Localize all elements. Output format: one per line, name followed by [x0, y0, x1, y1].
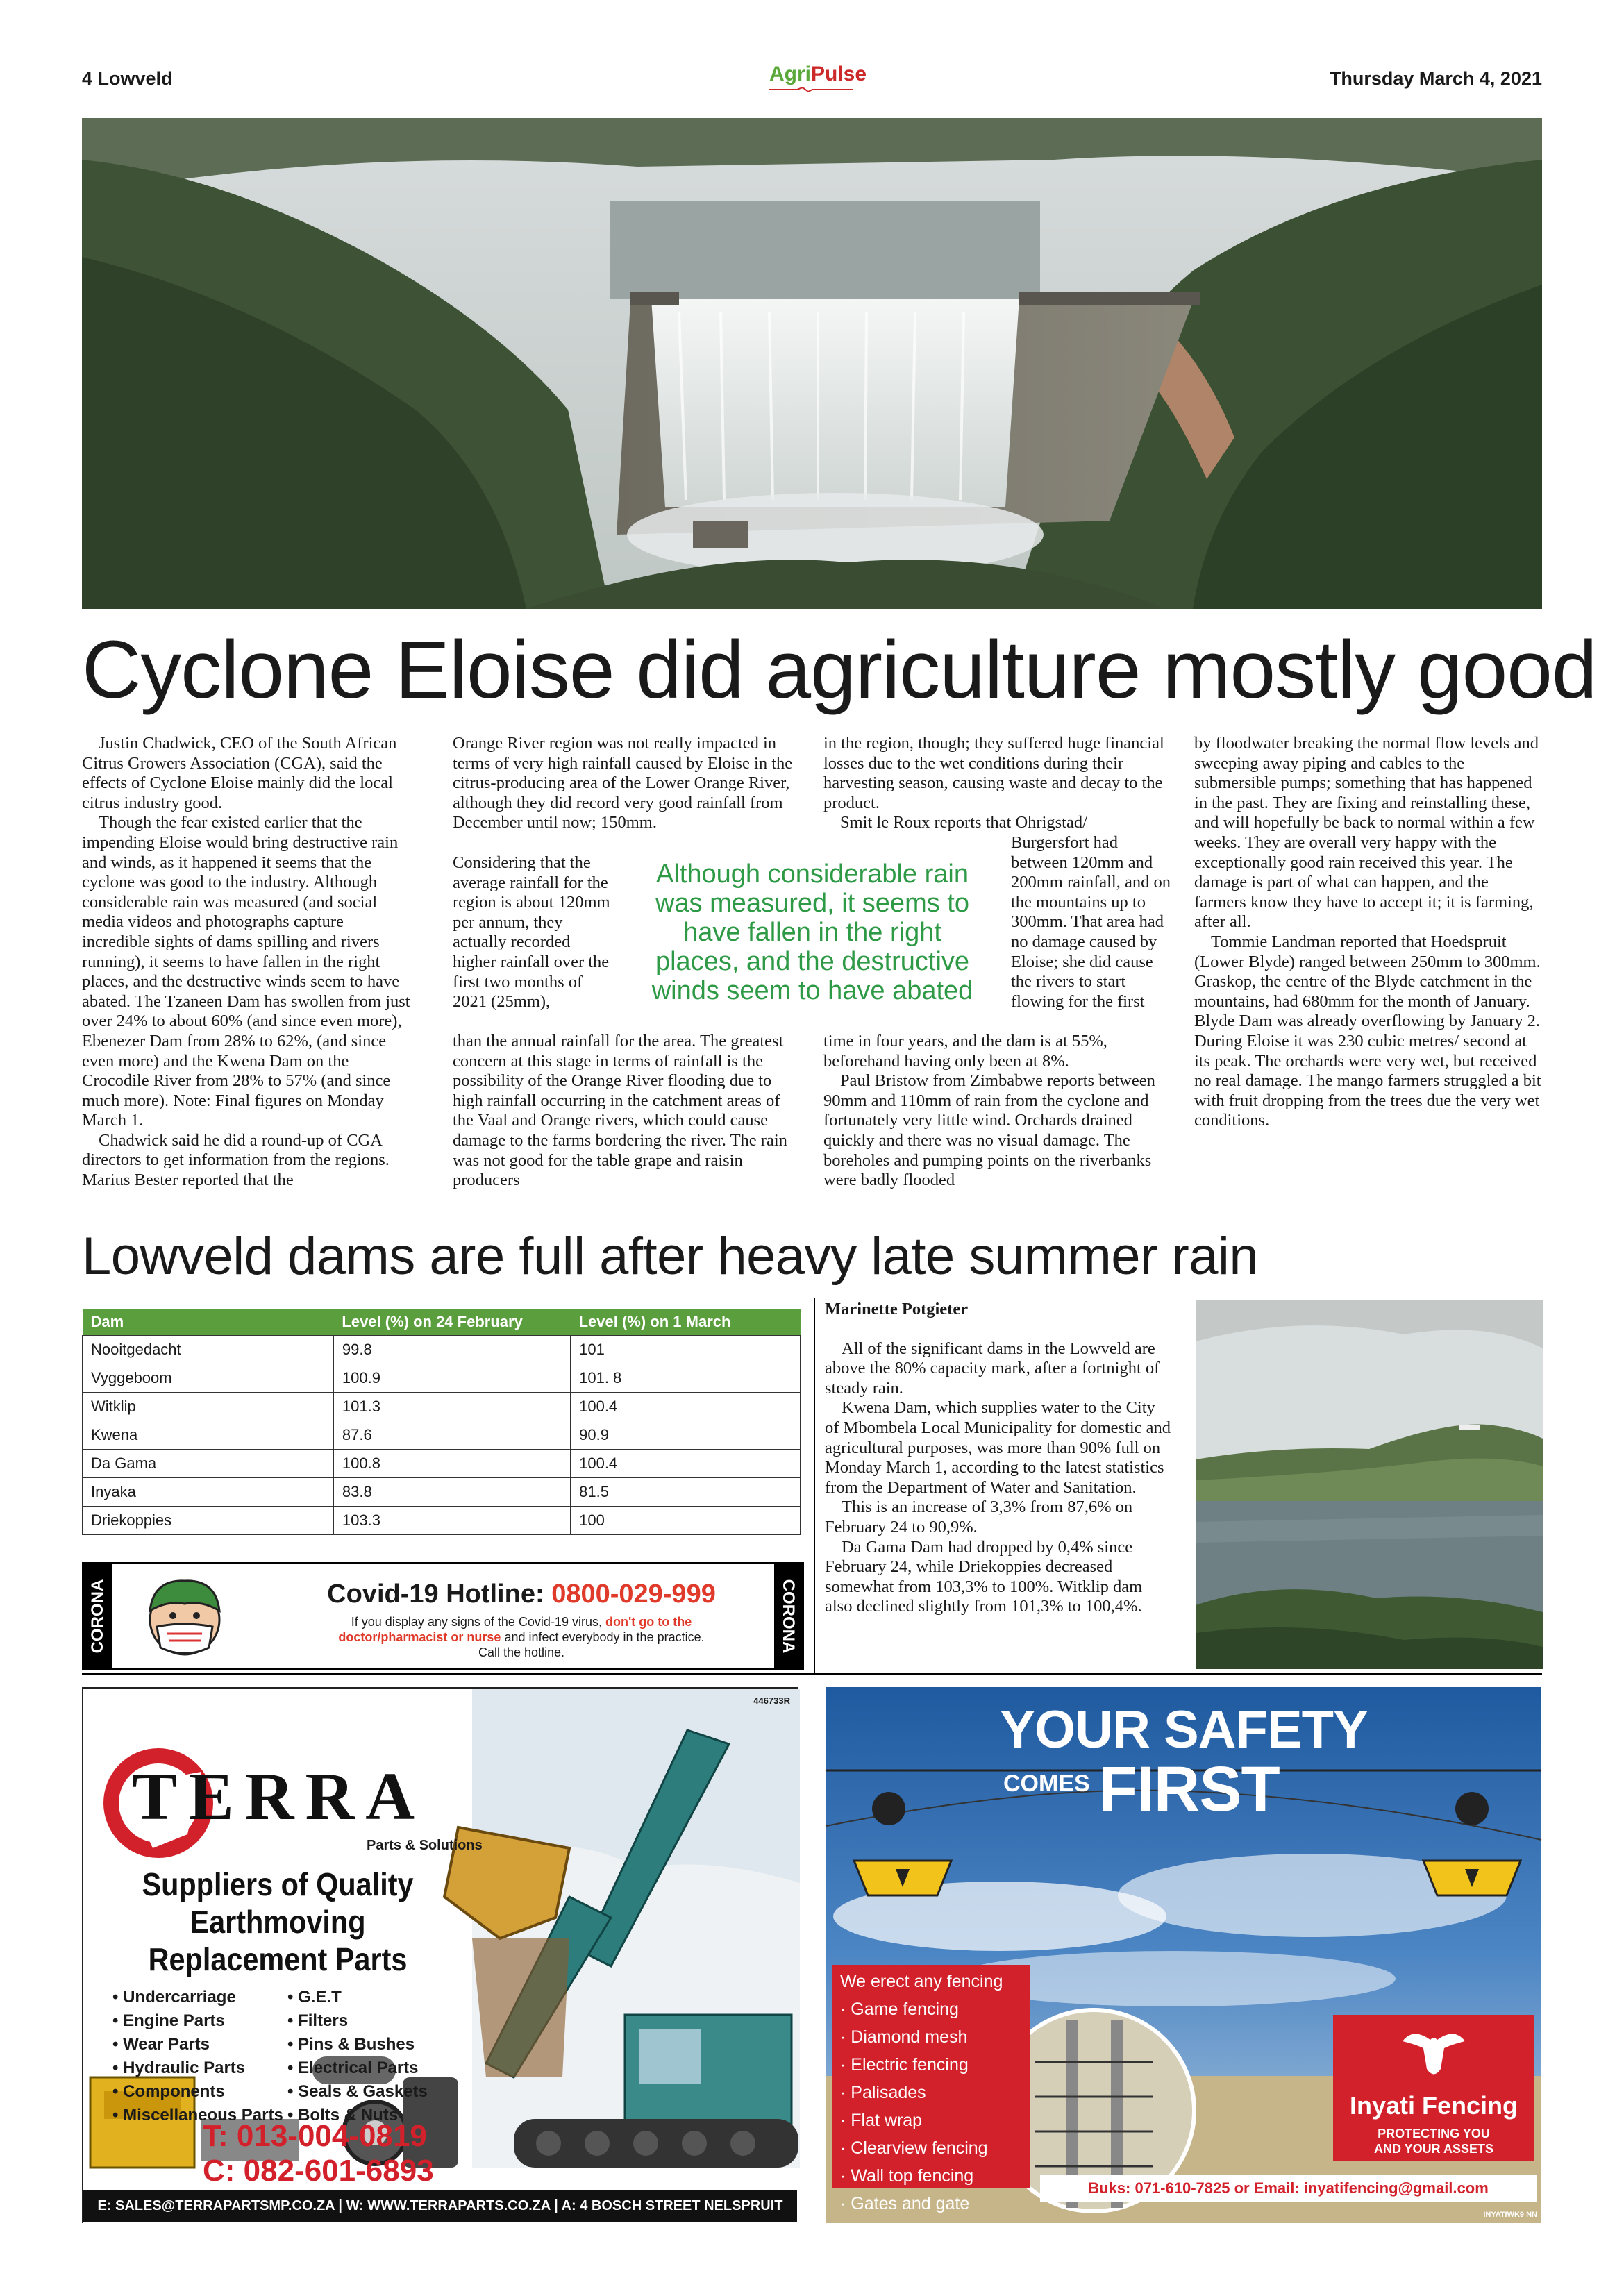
- pulse-line-icon: [769, 87, 853, 92]
- terra-advert: [82, 1687, 798, 2223]
- list-item: · Electric fencing: [840, 2055, 969, 2075]
- paragraph: This is an increase of 3,3% from 87,6% on February 24 to 90,9%.: [825, 1498, 1133, 1536]
- table-cell: Witklip: [83, 1392, 334, 1421]
- paragraph: than the annual rainfall for the area. The greatest concern at this stage in terms of rainfall is the possibility of the Orange River flooding due to high rainfall occurring in the catchment areas of the Vaal and Orange rivers, which could cause damage to the farms bordering the river. The rain was not good for the table grape and raisin producers: [453, 1032, 787, 1190]
- covid-hotline-text: If you display any signs of the Covid-19 virus, don't go to the doctor/pharmacist or nurse and infect everybody in the practice. Call the hotline.: [338, 1615, 705, 1659]
- page-header: [82, 62, 1542, 104]
- section-divider: [82, 1673, 1542, 1675]
- article1-column-2-narrow: [453, 853, 612, 1012]
- table-cell: 100.4: [571, 1449, 801, 1477]
- table-cell: 100.9: [333, 1364, 570, 1392]
- byline: Marinette Potgieter: [825, 1300, 969, 1318]
- lake-photo: [1196, 1300, 1543, 1669]
- table-cell: 103.3: [333, 1506, 570, 1534]
- terra-phone-1: T: 013-004-0819: [203, 2119, 427, 2153]
- table-header-24-feb: Level (%) on 24 February: [333, 1309, 570, 1335]
- table-cell: Driekoppies: [83, 1506, 334, 1534]
- headline-cyclone-eloise: Cyclone Eloise did agriculture mostly good: [82, 624, 1597, 716]
- list-item: · Game fencing: [840, 2000, 959, 2019]
- paragraph: Orange River region was not really impacted in terms of very high rainfall caused by Eloise in the citrus-producing area of the Lower Orange River, although they did record very good rainfall from December until now; 150mm.: [453, 734, 793, 832]
- masked-face-icon: [140, 1573, 230, 1663]
- list-item: · Diamond mesh: [840, 2027, 968, 2047]
- paragraph: All of the significant dams in the Lowveld are above the 80% capacity mark, after a fortnight of steady rain.: [825, 1339, 1160, 1398]
- ad-reference: INYATIWK9 NN: [1483, 2211, 1537, 2219]
- dam-spill-photo: [82, 118, 1542, 609]
- table-cell: 100: [571, 1506, 801, 1534]
- terra-list-right: • G.E.T • Filters • Pins & Bushes • Electrical Parts • Seals & Gaskets • Bolts & Nuts: [287, 1988, 428, 2125]
- paragraph: Smit le Roux reports that Ohrigstad/: [840, 813, 1087, 832]
- covid-hotline-number: 0800-029-999: [551, 1579, 716, 1609]
- table-cell: 100.8: [333, 1449, 570, 1477]
- table-cell: 87.6: [333, 1421, 570, 1449]
- article2-text: [825, 1300, 1172, 1617]
- table-header-row: [83, 1309, 801, 1335]
- terra-tagline: Parts & Solutions: [367, 1838, 483, 1853]
- table-cell: 100.4: [571, 1392, 801, 1421]
- ad-reference: 446733R: [753, 1695, 790, 1706]
- paragraph: Kwena Dam, which supplies water to the City of Mbombela Local Municipality for domestic and agricultural purposes, was more than 90% full on Monday March 1, according to the latest statistics from the Department of Water and Sanitation.: [825, 1398, 1171, 1497]
- inyati-fencing-advert: [826, 1687, 1541, 2241]
- inyati-contact: Buks: 071-610-7825 or Email: inyatifencing@gmail.com: [1040, 2175, 1537, 2202]
- terra-phones: [203, 2119, 434, 2188]
- table-cell: Inyaka: [83, 1477, 334, 1506]
- paragraph: Da Gama Dam had dropped by 0,4% since February 24, while Driekoppies decreased somewhat from 103,3% to 100%. Witklip dam also declined slightly from 101,3% to 100,4%.: [825, 1537, 1143, 1616]
- article1-column-2-bottom: [453, 1032, 800, 1191]
- table-row: [83, 1449, 801, 1477]
- table-row: [83, 1506, 801, 1534]
- paragraph: Tommie Landman reported that Hoedspruit (Lower Blyde) ranged between 250mm to 300mm. Graskop, the centre of the Blyde catchment in the mountains, had 680mm for the month of January. Blyde Dam was already overflowing by January 2. During Eloise it was 230 cubic metres/ second at its peak. The orchards were very wet, but received no real damage. The mango farmers struggled a bit with fruit dropping from the trees due the very wet conditions.: [1194, 932, 1541, 1130]
- page-label: 4 Lowveld: [82, 68, 173, 89]
- article1-column-2-top: [453, 734, 800, 833]
- pull-quote: Although considerable rain was measured, it seems to have fallen in the right places, and the destructive winds seem to have abated: [651, 860, 973, 1005]
- table-cell: 99.8: [333, 1335, 570, 1364]
- terra-headline: Suppliers of Quality Earthmoving Replacement Parts: [142, 1866, 414, 1977]
- paragraph: Though the fear existed earlier that the impending Eloise would bring destructive rain and winds, as it happened it seems that the cyclone was good to the industry. Although considerable rain was measured (and social media videos and photographs capture incredible sights of dams spilling and rivers running), it seems to have fallen in the right places, and the destructive winds seem to have abated. The Tzaneen Dam has swollen from just over 24% to about 60% (and since even more), Ebenezer Dam from 28% to 62%, (and since even more) and the Kwena Dam on the Crocodile River from 28% to 57% (and since much more). Note: Final figures on Monday March 1.: [82, 813, 410, 1130]
- table-row: [83, 1364, 801, 1392]
- list-item: · Clearview fencing: [840, 2138, 988, 2158]
- table-cell: Da Gama: [83, 1449, 334, 1477]
- paragraph: Chadwick said he did a round-up of CGA directors to get information from the regions. Marius Bester reported that the: [82, 1130, 390, 1190]
- table-header-dam: Dam: [83, 1309, 334, 1335]
- article1-column-3-bottom: [823, 1032, 1171, 1191]
- paragraph: in the region, though; they suffered huge financial losses due to the wet conditions during their harvesting season, causing waste and decay to the product.: [823, 734, 1164, 812]
- covid-hotline-banner: [82, 1562, 804, 1670]
- article1-column-3-top: [823, 734, 1171, 833]
- agripulse-logo: AgriPulse: [769, 62, 867, 86]
- column-divider: [814, 1298, 815, 1673]
- table-cell: 101. 8: [571, 1364, 801, 1392]
- article1-column-3-narrow: [1011, 833, 1171, 1012]
- article1-column-4: [1194, 734, 1541, 1131]
- corona-side-label-left: CORONA: [84, 1564, 112, 1668]
- table-cell: Kwena: [83, 1421, 334, 1449]
- inyati-slogan: PROTECTING YOU AND YOUR ASSETS: [1373, 2127, 1494, 2156]
- services-title: We erect any fencing: [840, 1972, 1003, 1991]
- corona-side-label-right: CORONA: [774, 1564, 802, 1668]
- list-item: · Wall top fencing: [840, 2166, 974, 2186]
- table-cell: 101: [571, 1335, 801, 1364]
- terra-phone-2: C: 082-601-6893: [203, 2154, 434, 2188]
- list-item: · Gates and gate motors: [840, 2194, 970, 2241]
- table-cell: 90.9: [571, 1421, 801, 1449]
- terra-list-left: • Undercarriage • Engine Parts • Wear Parts • Hydraulic Parts • Components • Miscellaneous Parts: [112, 1988, 283, 2125]
- table-row: [83, 1335, 801, 1364]
- paragraph: Justin Chadwick, CEO of the South African Citrus Growers Association (CGA), said the effects of Cyclone Eloise mainly did the local citrus industry good.: [82, 734, 397, 812]
- table-cell: 81.5: [571, 1477, 801, 1506]
- paragraph: time in four years, and the dam is at 55%, beforehand having only been at 8%.: [823, 1032, 1107, 1071]
- inyati-services-list: [832, 1965, 1030, 2241]
- paragraph: Paul Bristow from Zimbabwe reports between 90mm and 110mm of rain from the cyclone and fortunately very little wind. Orchards drained quickly and there was no visual damage. The boreholes and pumping points on the riverbanks were badly flooded: [823, 1071, 1155, 1190]
- headline-lowveld-dams: Lowveld dams are full after heavy late summer rain: [82, 1227, 1259, 1286]
- issue-date: Thursday March 4, 2021: [1329, 68, 1542, 89]
- covid-hotline-title: Covid-19 Hotline: 0800-029-999: [327, 1579, 716, 1609]
- table-cell: 83.8: [333, 1477, 570, 1506]
- paragraph: Considering that the average rainfall for the region is about 120mm per annum, they actually recorded higher rainfall over the first two months of 2021 (25mm),: [453, 853, 610, 1012]
- table-row: [83, 1477, 801, 1506]
- inyati-brand-box: [1333, 2015, 1534, 2161]
- table-cell: Nooitgedacht: [83, 1335, 334, 1364]
- inyati-headline: YOUR SAFETY: [1000, 1700, 1368, 1759]
- list-item: · Flat wrap: [840, 2111, 923, 2130]
- table-cell: 101.3: [333, 1392, 570, 1421]
- table-header-1-mar: Level (%) on 1 March: [571, 1309, 801, 1335]
- list-item: · Palisades: [840, 2083, 926, 2102]
- terra-footer: E: SALES@TERRAPARTSMP.CO.ZA | W: WWW.TERRAPARTS.CO.ZA | A: 4 BOSCH STREET NELSPRUIT: [83, 2190, 797, 2222]
- dam-levels-table: [82, 1309, 801, 1535]
- article1-column-1: [82, 734, 415, 1191]
- buffalo-icon: [1399, 2027, 1468, 2083]
- paragraph: by floodwater breaking the normal flow levels and sweeping away piping and cables to the submersible pumps; something that has happened in the past. They are fixing and reinstalling these, and will hopefully be back to normal within a few weeks. They are overall very happy with the exceptionally good rain received this year. The damage is part of what can happen, and the farmers know they have to accept it; it is farming, after all.: [1194, 734, 1539, 932]
- inyati-comes: COMES: [1003, 1770, 1090, 1797]
- table-row: [83, 1392, 801, 1421]
- terra-brand: TERRA: [132, 1759, 426, 1834]
- paragraph: Burgersfort had between 120mm and 200mm rainfall, and on the mountains up to 300mm. That area had no damage caused by Eloise; she did cause the rivers to start flowing for the first: [1011, 833, 1171, 1011]
- table-row: [83, 1421, 801, 1449]
- inyati-first: FIRST: [1098, 1754, 1280, 1825]
- inyati-brand: Inyati Fencing: [1349, 2091, 1518, 2120]
- table-cell: Vyggeboom: [83, 1364, 334, 1392]
